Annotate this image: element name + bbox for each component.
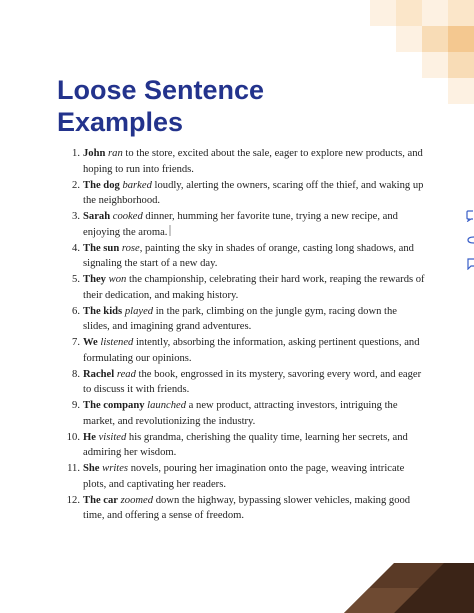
deco-square: [422, 52, 448, 78]
decorative-shape-bottom: [344, 550, 474, 613]
list-item: [60, 304, 425, 335]
item-number: 7.: [72, 337, 80, 348]
item-subject: Rachel: [83, 368, 115, 380]
item-verb: barked: [122, 179, 152, 191]
deco-square: [448, 0, 474, 26]
item-number: 10.: [66, 431, 80, 443]
list-item: [60, 367, 425, 398]
item-rest: dinner, humming her favorite tune, trying a new recipe, and enjoying the aroma.: [83, 211, 398, 238]
item-number: 1.: [72, 148, 80, 159]
item-rest: a new product, attracting investors, intriguing the market, and revolutionizing the industry.: [83, 400, 398, 427]
item-number: 6.: [72, 305, 80, 317]
list-item: [60, 241, 425, 272]
item-rest: down the highway, bypassing slower vehicles, making good time, and offering a sense of freedom.: [83, 494, 411, 521]
deco-square: [448, 52, 474, 78]
list-item: [60, 430, 425, 461]
list-item: [60, 272, 425, 303]
list-item: [60, 461, 425, 492]
deco-square: [448, 26, 474, 52]
item-rest: his grandma, cherishing the quality time, learning her secrets, and admiring her wisdom.: [83, 431, 408, 458]
item-rest: the book, engrossed in its mystery, savoring every word, and eager to discuss it with friends.: [83, 368, 422, 395]
item-rest: in the park, climbing on the jungle gym, racing down the slides, and imagining grand adventures.: [83, 305, 397, 332]
item-rest: intently, absorbing the information, asking pertinent questions, and formulating our opinions.: [83, 337, 420, 364]
list-item: [60, 335, 425, 366]
item-number: 9.: [72, 400, 80, 411]
deco-square: [448, 78, 474, 104]
item-verb: rose: [121, 242, 140, 254]
deco-square: [396, 0, 422, 26]
item-subject: The car: [83, 494, 119, 506]
deco-square: [396, 26, 422, 52]
item-number: 4.: [72, 242, 80, 254]
list-item: [60, 209, 425, 240]
item-subject: We: [83, 337, 98, 348]
item-number: 5.: [72, 274, 80, 285]
item-rest: to the store, excited about the sale, eager to explore new products, and hoping to run into friends.: [83, 148, 423, 175]
title-line-2: Examples: [57, 107, 184, 137]
title-line-1: Loose Sentence: [57, 75, 265, 105]
item-subject: He: [83, 431, 96, 443]
text-cursor: [169, 225, 171, 236]
link-icon[interactable]: [466, 234, 474, 246]
comment-icon[interactable]: [466, 210, 474, 222]
item-number: 12.: [66, 494, 80, 506]
item-verb: visited: [98, 431, 127, 443]
item-subject: John: [83, 148, 106, 159]
item-verb: writes: [102, 463, 129, 474]
item-verb: read: [116, 368, 136, 380]
item-rest: the championship, celebrating their hard work, reaping the rewards of their dedication, and making history.: [83, 274, 425, 301]
item-verb: listened: [100, 337, 134, 348]
item-rest: , painting the sky in shades of orange, casting long shadows, and signaling the start of a new day.: [83, 242, 414, 269]
item-subject: The kids: [83, 305, 123, 317]
deco-square: [422, 26, 448, 52]
item-verb: ran: [108, 148, 123, 159]
list-item: [60, 146, 425, 177]
item-rest: novels, pouring her imagination onto the page, weaving intricate plots, and captivating her readers.: [83, 463, 405, 490]
item-number: 3.: [72, 211, 80, 222]
deco-square: [370, 0, 396, 26]
item-subject: Sarah: [83, 211, 111, 222]
item-verb: played: [124, 305, 154, 317]
item-subject: The company: [83, 400, 145, 411]
item-verb: launched: [147, 400, 187, 411]
item-rest: loudly, alerting the owners, scaring off the thief, and waking up the neighborhood.: [83, 179, 424, 206]
item-verb: won: [108, 274, 127, 285]
list-item: [60, 178, 425, 209]
item-subject: The sun: [83, 242, 120, 254]
item-verb: zoomed: [120, 494, 154, 506]
page-title: [57, 74, 357, 138]
item-number: 11.: [67, 463, 80, 474]
item-verb: cooked: [112, 211, 143, 222]
examples-list: [60, 146, 425, 524]
item-subject: They: [83, 274, 106, 285]
list-item: [60, 493, 425, 524]
decorative-squares-top: [344, 0, 474, 112]
item-number: 2.: [72, 179, 80, 191]
item-subject: The dog: [83, 179, 120, 191]
item-number: 8.: [72, 368, 80, 380]
list-item: [60, 398, 425, 429]
item-subject: She: [83, 463, 100, 474]
deco-square: [422, 0, 448, 26]
bookmark-icon[interactable]: [466, 258, 474, 270]
